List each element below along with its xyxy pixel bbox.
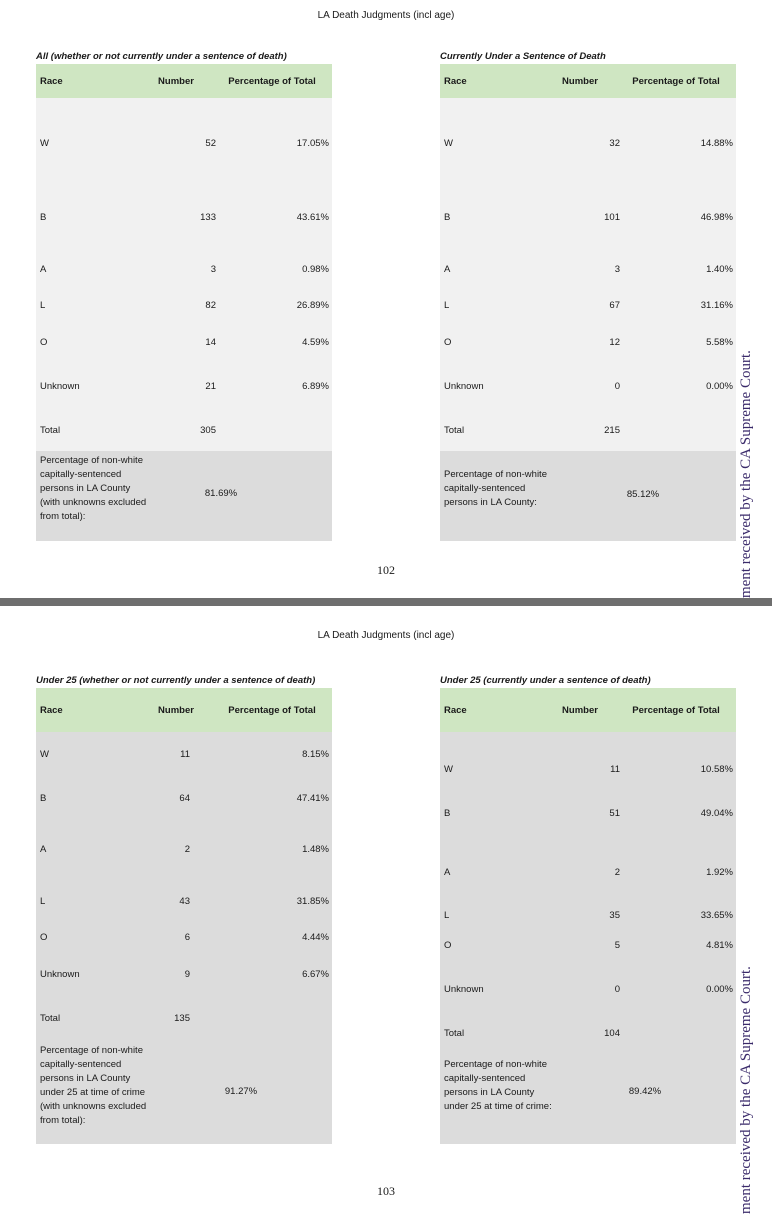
cell-number: 43 xyxy=(179,896,190,907)
cell-race: W xyxy=(444,764,453,775)
note-value: 85.12% xyxy=(626,489,660,500)
note-label: Percentage of non-white capitally-sentenced persons in LA County under 25 at time of crime (with unknowns excluded from total): xyxy=(40,1045,147,1126)
table-caption: Under 25 (currently under a sentence of death) xyxy=(440,675,651,686)
header-race: Race xyxy=(40,705,63,716)
table-under25-current xyxy=(440,675,736,1144)
cell-race: L xyxy=(444,910,450,921)
cell-percentage: 6.89% xyxy=(302,381,329,392)
cell-race: Total xyxy=(444,1028,465,1039)
table-caption: Under 25 (whether or not currently under a sentence of death) xyxy=(36,675,316,686)
cell-percentage: 1.92% xyxy=(706,867,733,878)
cell-race: Total xyxy=(444,425,465,436)
table-body xyxy=(440,98,736,451)
cell-number: 135 xyxy=(174,1013,190,1024)
note-label: Percentage of non-white capitally-sentenced persons in LA County: xyxy=(444,469,547,508)
cell-race: A xyxy=(40,264,47,275)
cell-number: 82 xyxy=(205,300,216,311)
cell-number: 52 xyxy=(205,138,216,149)
cell-race: Total xyxy=(40,425,61,436)
cell-race: W xyxy=(40,749,49,760)
header-percentage: Percentage of Total xyxy=(632,76,720,87)
cell-number: 14 xyxy=(205,337,216,348)
cell-race: B xyxy=(444,212,451,223)
cell-race: O xyxy=(444,337,452,348)
cell-race: B xyxy=(444,808,451,819)
cell-race: B xyxy=(40,212,47,223)
cell-percentage: 46.98% xyxy=(700,212,733,223)
table-all xyxy=(36,51,332,541)
cell-number: 67 xyxy=(609,300,620,311)
page-number: 103 xyxy=(377,1184,395,1198)
cell-number: 51 xyxy=(609,808,620,819)
cell-race: A xyxy=(444,867,451,878)
cell-race: O xyxy=(444,940,452,951)
cell-percentage: 1.48% xyxy=(302,844,329,855)
cell-number: 12 xyxy=(609,337,620,348)
cell-number: 6 xyxy=(184,932,190,943)
table-body xyxy=(36,98,332,451)
cell-percentage: 10.58% xyxy=(700,764,733,775)
header-percentage: Percentage of Total xyxy=(228,76,316,87)
cell-race: W xyxy=(40,138,49,149)
court-stamp: ment received by the CA Supreme Court. xyxy=(738,350,754,598)
cell-race: Unknown xyxy=(444,381,484,392)
note-value: 89.42% xyxy=(628,1086,662,1097)
cell-number: 2 xyxy=(614,867,620,878)
cell-number: 21 xyxy=(205,381,216,392)
page-title: LA Death Judgments (incl age) xyxy=(317,10,455,21)
note-label: Percentage of non-white capitally-sentenced persons in LA County (with unknowns excluded from total): xyxy=(40,455,147,522)
cell-percentage: 4.44% xyxy=(302,932,329,943)
page-divider xyxy=(0,598,772,606)
table-body xyxy=(440,732,736,1144)
header-race: Race xyxy=(444,705,467,716)
cell-percentage: 5.58% xyxy=(706,337,733,348)
table-caption: Currently Under a Sentence of Death xyxy=(440,51,606,62)
cell-percentage: 1.40% xyxy=(706,264,733,275)
cell-number: 104 xyxy=(604,1028,620,1039)
cell-race: W xyxy=(444,138,453,149)
cell-number: 3 xyxy=(210,264,216,275)
cell-percentage: 31.16% xyxy=(700,300,733,311)
header-race: Race xyxy=(40,76,63,87)
table-header xyxy=(36,64,332,98)
cell-number: 0 xyxy=(614,381,620,392)
cell-race: Unknown xyxy=(40,969,80,980)
cell-number: 0 xyxy=(614,984,620,995)
cell-number: 11 xyxy=(180,749,190,760)
header-number: Number xyxy=(562,705,598,716)
table-header xyxy=(440,688,736,732)
cell-race: O xyxy=(40,932,48,943)
page-title: LA Death Judgments (incl age) xyxy=(317,630,455,641)
cell-number: 2 xyxy=(184,844,190,855)
cell-percentage: 14.88% xyxy=(700,138,733,149)
table-footer xyxy=(36,451,332,541)
cell-percentage: 49.04% xyxy=(700,808,733,819)
cell-race: L xyxy=(40,896,46,907)
table-caption: All (whether or not currently under a sentence of death) xyxy=(36,51,287,62)
cell-number: 5 xyxy=(614,940,620,951)
table-current xyxy=(440,51,736,541)
note-value: 81.69% xyxy=(204,488,238,499)
cell-percentage: 4.59% xyxy=(302,337,329,348)
cell-percentage: 17.05% xyxy=(296,138,329,149)
cell-race: Unknown xyxy=(444,984,484,995)
note-value: 91.27% xyxy=(224,1086,258,1097)
cell-number: 9 xyxy=(184,969,190,980)
cell-number: 11 xyxy=(610,764,620,775)
cell-number: 101 xyxy=(604,212,620,223)
cell-percentage: 43.61% xyxy=(296,212,329,223)
header-number: Number xyxy=(562,76,598,87)
cell-percentage: 0.00% xyxy=(706,381,733,392)
cell-race: O xyxy=(40,337,48,348)
cell-number: 64 xyxy=(179,793,190,804)
table-header xyxy=(440,64,736,98)
table-header xyxy=(36,688,332,732)
cell-number: 305 xyxy=(200,425,216,436)
table-footer xyxy=(440,451,736,541)
cell-number: 35 xyxy=(609,910,620,921)
cell-percentage: 0.00% xyxy=(706,984,733,995)
header-percentage: Percentage of Total xyxy=(632,705,720,716)
cell-race: Unknown xyxy=(40,381,80,392)
cell-percentage: 8.15% xyxy=(302,749,329,760)
table-body xyxy=(36,732,332,1144)
court-stamp: ment received by the CA Supreme Court. xyxy=(738,966,754,1214)
header-number: Number xyxy=(158,76,194,87)
cell-percentage: 26.89% xyxy=(296,300,329,311)
page-102 xyxy=(0,0,772,598)
cell-number: 215 xyxy=(604,425,620,436)
cell-percentage: 4.81% xyxy=(706,940,733,951)
note-label: Percentage of non-white capitally-sentenced persons in LA County under 25 at time of crime: xyxy=(444,1059,552,1112)
cell-race: B xyxy=(40,793,47,804)
cell-percentage: 47.41% xyxy=(296,793,329,804)
cell-number: 133 xyxy=(200,212,216,223)
header-number: Number xyxy=(158,705,194,716)
cell-percentage: 0.98% xyxy=(302,264,329,275)
cell-race: L xyxy=(444,300,450,311)
cell-number: 3 xyxy=(614,264,620,275)
header-race: Race xyxy=(444,76,467,87)
cell-race: A xyxy=(444,264,451,275)
cell-number: 32 xyxy=(609,138,620,149)
cell-race: A xyxy=(40,844,47,855)
cell-percentage: 6.67% xyxy=(302,969,329,980)
cell-race: Total xyxy=(40,1013,61,1024)
table-under25-all xyxy=(36,675,332,1144)
header-percentage: Percentage of Total xyxy=(228,705,316,716)
cell-race: L xyxy=(40,300,46,311)
page-103 xyxy=(0,606,772,1214)
page-number: 102 xyxy=(377,563,395,577)
cell-percentage: 31.85% xyxy=(296,896,329,907)
cell-percentage: 33.65% xyxy=(700,910,733,921)
